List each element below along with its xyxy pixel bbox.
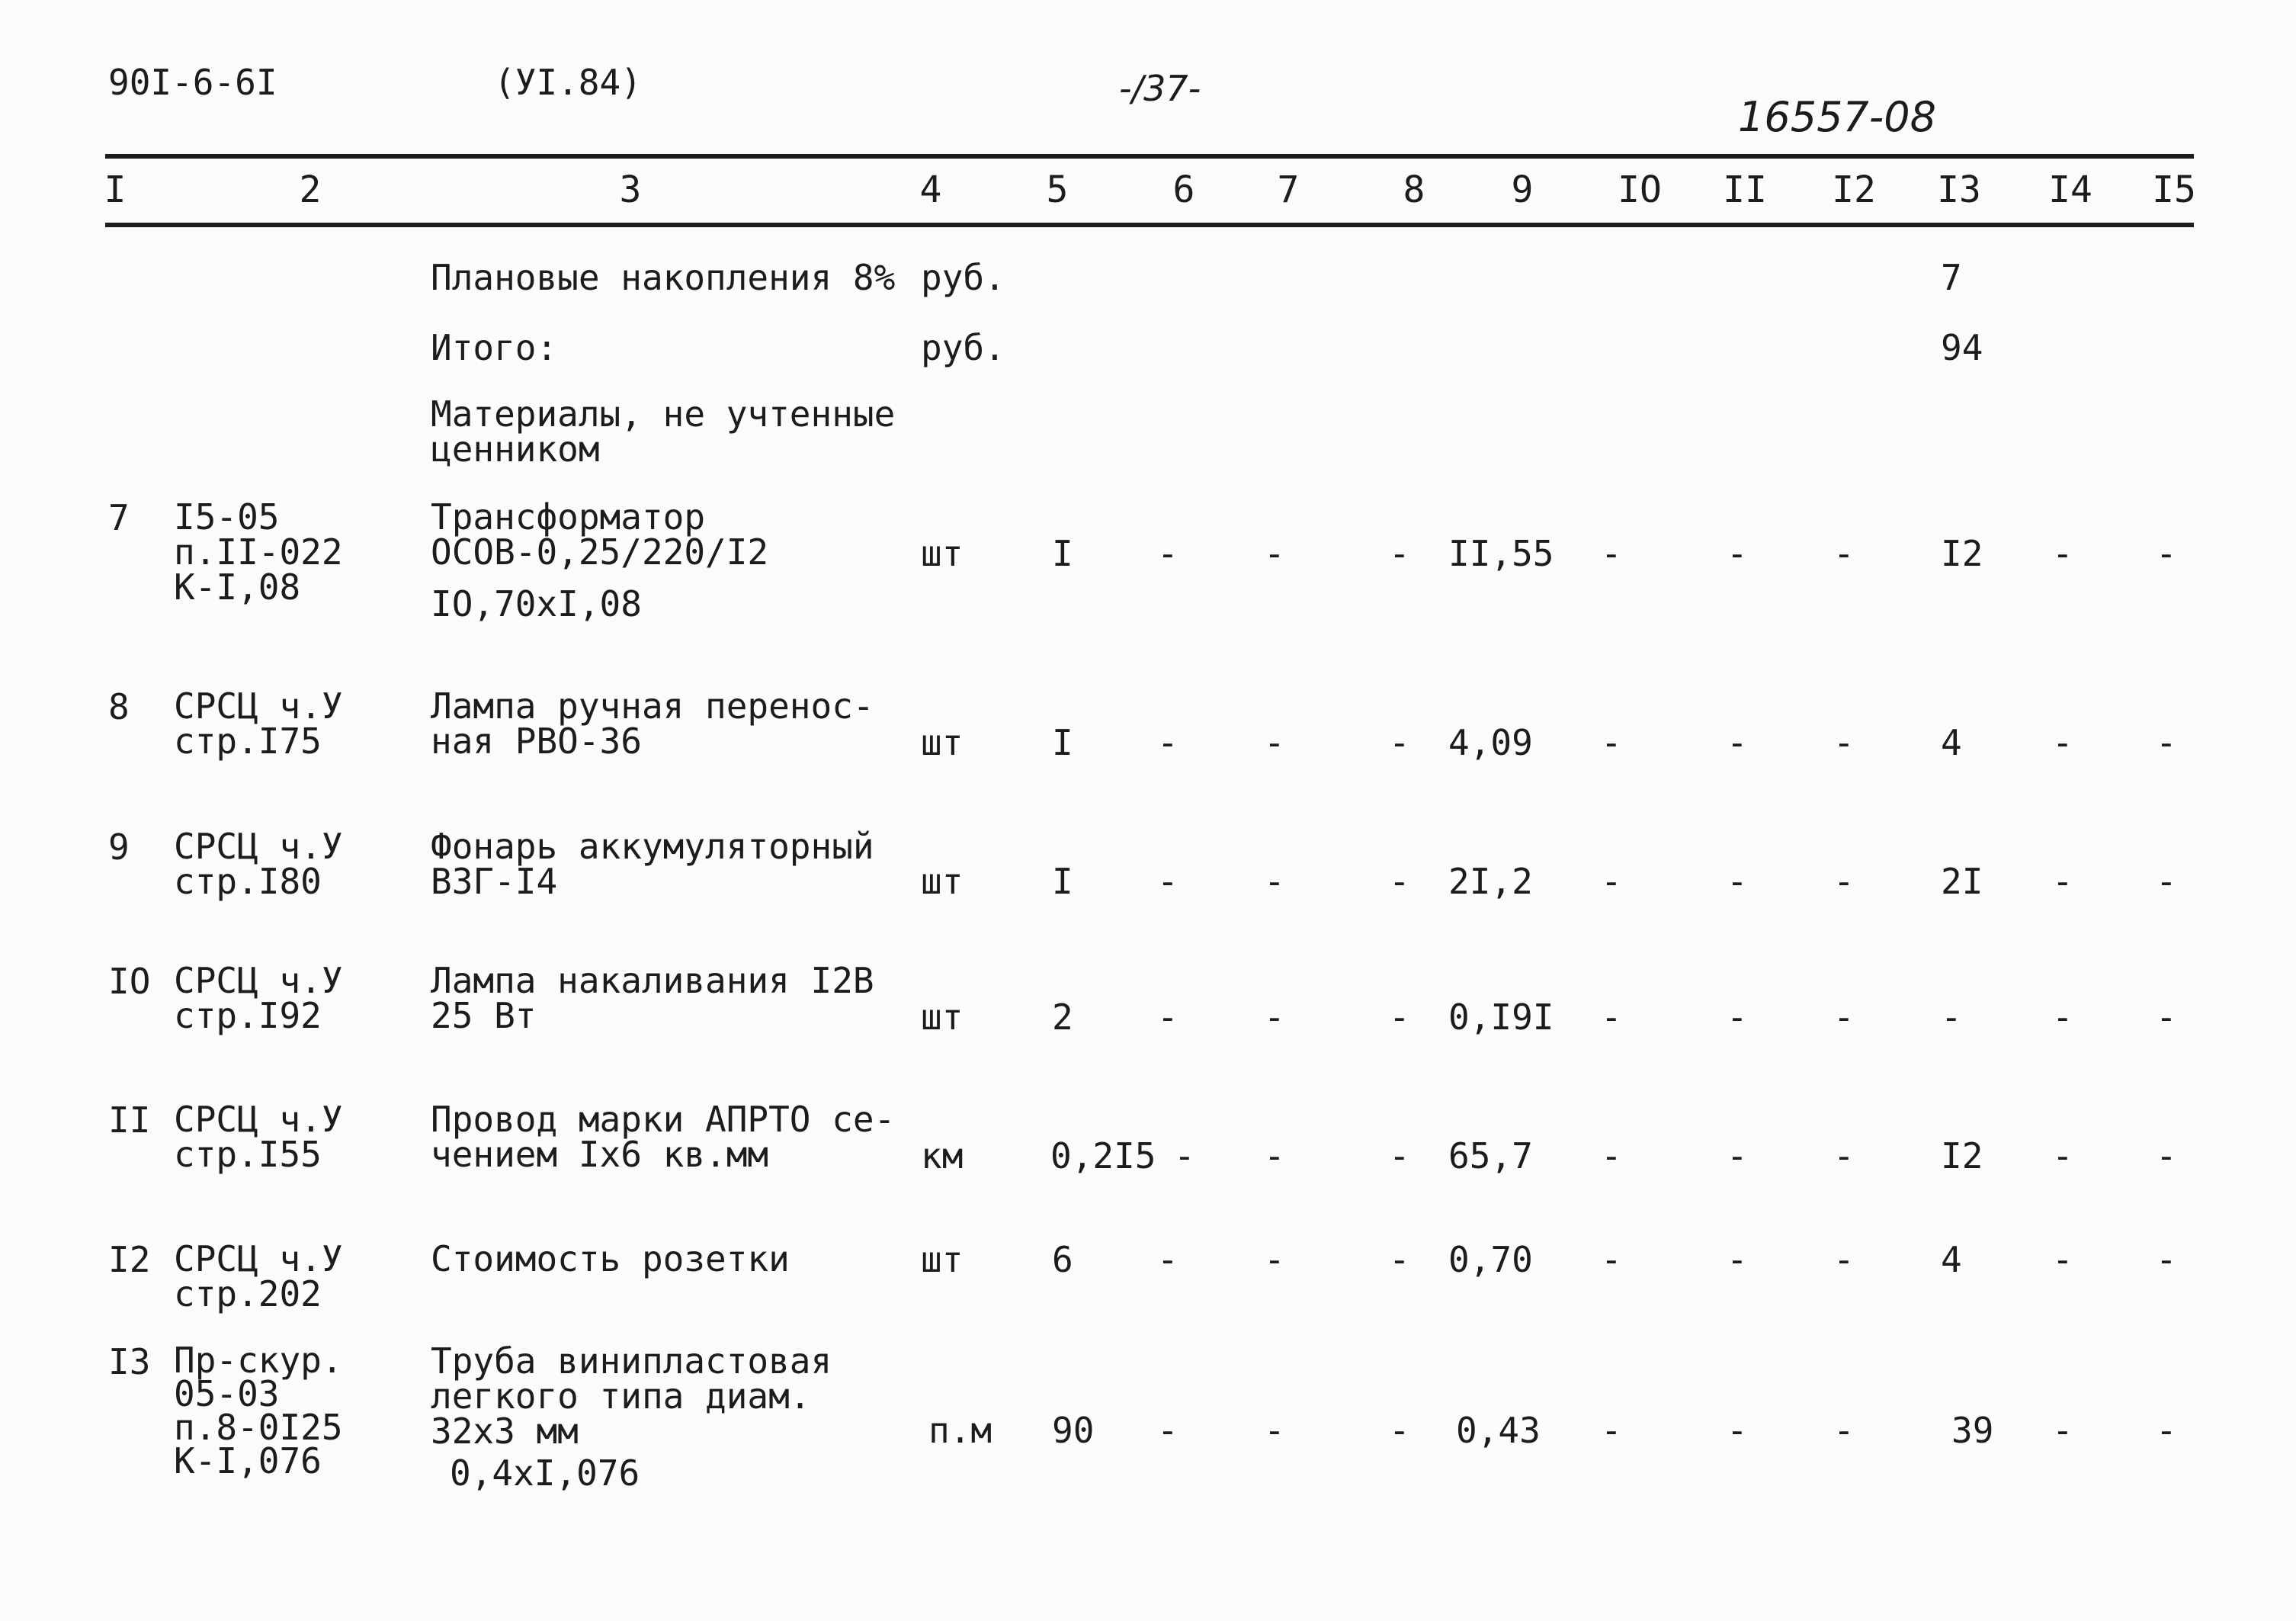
row-cell: - <box>2052 861 2073 902</box>
row-unit-price: 2I,2 <box>1448 861 1533 902</box>
column-number: II <box>1723 169 1767 211</box>
row-number: 9 <box>108 827 130 868</box>
row-cell: - <box>1727 1135 1748 1176</box>
column-number: I2 <box>1832 169 1876 211</box>
row-code: СРСЦ ч.У стр.I75 <box>174 685 343 762</box>
row-cell: - <box>2156 1135 2177 1176</box>
row-unit-price: II,55 <box>1448 533 1554 574</box>
row-code: СРСЦ ч.У стр.202 <box>174 1238 343 1314</box>
row-cell: - <box>1601 1135 1622 1176</box>
row-code: Пр-скур. 05-03 п.8-0I25 К-I,076 <box>174 1340 343 1481</box>
row-cell: - <box>1389 533 1410 574</box>
row-cell: - <box>2156 533 2177 574</box>
row-cell: - <box>1601 533 1622 574</box>
row-number: 7 <box>108 497 130 538</box>
row-code: СРСЦ ч.У стр.I92 <box>174 960 343 1036</box>
row-cell: - <box>1157 997 1178 1038</box>
row-total: 94 <box>1941 327 1983 368</box>
row-cell: - <box>1833 861 1855 902</box>
column-number: 8 <box>1403 169 1425 211</box>
column-number: I3 <box>1937 169 1981 211</box>
row-number: I2 <box>108 1239 151 1280</box>
row-unit: шт <box>921 533 964 574</box>
column-number: 3 <box>619 169 642 211</box>
row-cell: - <box>1264 1410 1285 1451</box>
row-cell: - <box>2156 1239 2177 1280</box>
row-quantity: 6 <box>1052 1239 1073 1280</box>
row-unit: руб. <box>921 257 1005 298</box>
row-cell: - <box>1389 1239 1410 1280</box>
row-cell: - <box>1157 1239 1178 1280</box>
row-total: 4 <box>1941 1239 1962 1280</box>
row-cell: - <box>1157 1410 1178 1451</box>
row-unit-price: 4,09 <box>1448 722 1533 763</box>
row-cell: - <box>2156 997 2177 1038</box>
row-total: - <box>1941 997 1962 1038</box>
row-cell: - <box>1601 1239 1622 1280</box>
row-cell: - <box>1727 997 1748 1038</box>
row-cell: - <box>1264 533 1285 574</box>
row-number: IO <box>108 961 151 1002</box>
row-cell: - <box>1833 997 1855 1038</box>
row-total: 4 <box>1941 722 1962 763</box>
row-cell: - <box>1264 861 1285 902</box>
row-cell: - <box>1727 722 1748 763</box>
row-cell: - <box>1157 722 1178 763</box>
row-name: Провод марки АПРТО се- чением Iх6 кв.мм <box>431 1099 896 1175</box>
column-number: 2 <box>299 169 322 211</box>
row-total: I2 <box>1941 1135 1983 1176</box>
row-cell: - <box>1389 997 1410 1038</box>
row-cell: - <box>2052 1135 2073 1176</box>
row-unit: км <box>921 1135 964 1176</box>
row-name: Трансформатор ОСОВ-0,25/220/I2 <box>431 496 769 573</box>
row-number: II <box>108 1099 151 1141</box>
row-name: Итого: <box>431 327 558 368</box>
row-quantity: 90 <box>1052 1410 1095 1451</box>
row-cell: - <box>2052 533 2073 574</box>
row-number: I3 <box>108 1341 151 1382</box>
header-bottom-rule <box>105 223 2194 227</box>
row-unit: руб. <box>921 327 1005 368</box>
row-unit: п.м <box>928 1410 992 1451</box>
row-name: Лампа накаливания I2В 25 Вт <box>431 960 874 1036</box>
row-quantity: I <box>1052 861 1073 902</box>
row-cell: - <box>1157 861 1178 902</box>
row-cell: - <box>1833 1410 1855 1451</box>
row-cell: - <box>2052 1239 2073 1280</box>
column-number: 4 <box>919 169 942 211</box>
row-name: Фонарь аккумуляторный ВЗГ-I4 <box>431 826 874 902</box>
document-code: 90I-6-6I <box>108 62 277 103</box>
row-unit-price: 65,7 <box>1448 1135 1533 1176</box>
row-quantity: 2 <box>1052 997 1073 1038</box>
row-cell: - <box>1264 997 1285 1038</box>
column-number: IO <box>1618 169 1662 211</box>
row-cell: - <box>1601 861 1622 902</box>
column-number: 9 <box>1511 169 1534 211</box>
row-code: СРСЦ ч.У стр.I55 <box>174 1099 343 1175</box>
row-cell: - <box>2156 722 2177 763</box>
row-total: 2I <box>1941 861 1983 902</box>
row-cell: - <box>2052 1410 2073 1451</box>
row-unit: шт <box>921 722 964 763</box>
row-cell: - <box>1727 1410 1748 1451</box>
page-number: -/37- <box>1119 68 1201 109</box>
row-cell: - <box>1389 1410 1410 1451</box>
row-cell: - <box>1601 722 1622 763</box>
column-number: I <box>104 169 127 211</box>
row-cell: - <box>1264 1239 1285 1280</box>
row-quantity: I <box>1052 722 1073 763</box>
row-code: I5-05 п.II-022 К-I,08 <box>174 496 343 608</box>
row-cell: - <box>1601 997 1622 1038</box>
row-cell: - <box>1264 722 1285 763</box>
row-cell: - <box>1389 861 1410 902</box>
document-number: 16557-08 <box>1738 93 1936 141</box>
row-cell: - <box>1727 861 1748 902</box>
row-note: IO,70xI,08 <box>431 583 642 624</box>
row-cell: - <box>1389 1135 1410 1176</box>
row-unit: шт <box>921 997 964 1038</box>
row-total: 39 <box>1951 1410 1994 1451</box>
row-cell: - <box>1833 1135 1855 1176</box>
row-cell: - <box>1174 1135 1195 1176</box>
row-cell: - <box>1727 533 1748 574</box>
row-cell: - <box>1727 1239 1748 1280</box>
row-cell: - <box>1833 533 1855 574</box>
row-total: I2 <box>1941 533 1983 574</box>
row-cell: - <box>1833 1239 1855 1280</box>
section-heading: Материалы, не учтенные ценником <box>431 393 896 470</box>
column-number: 6 <box>1172 169 1195 211</box>
column-number: 5 <box>1046 169 1069 211</box>
row-cell: - <box>2052 722 2073 763</box>
row-unit-price: 0,70 <box>1448 1239 1533 1280</box>
column-number: 7 <box>1277 169 1300 211</box>
row-unit: шт <box>921 1239 964 1280</box>
row-cell: - <box>2156 1410 2177 1451</box>
row-total: 7 <box>1941 257 1962 298</box>
row-name: Стоимость розетки <box>431 1238 790 1279</box>
row-cell: - <box>1264 1135 1285 1176</box>
row-unit-price: 0,43 <box>1456 1410 1541 1451</box>
column-number: I5 <box>2152 169 2196 211</box>
row-quantity: I <box>1052 533 1073 574</box>
header-top-rule <box>105 154 2194 159</box>
row-cell: - <box>1833 722 1855 763</box>
row-code: СРСЦ ч.У стр.I80 <box>174 826 343 902</box>
row-name: Плановые накопления 8% <box>431 257 896 298</box>
row-name: Лампа ручная перенос- ная РВО-36 <box>431 685 874 762</box>
row-cell: - <box>1157 533 1178 574</box>
column-number: I4 <box>2048 169 2092 211</box>
issue-date: (УI.84) <box>494 62 642 103</box>
row-cell: - <box>2156 861 2177 902</box>
row-cell: - <box>2052 997 2073 1038</box>
row-name: Труба винипластовая легкого типа диам. 32х3 мм <box>431 1340 832 1452</box>
row-cell: - <box>1601 1410 1622 1451</box>
row-unit: шт <box>921 861 964 902</box>
row-cell: - <box>1389 722 1410 763</box>
row-quantity: 0,2I5 <box>1050 1135 1156 1176</box>
row-note: 0,4xI,076 <box>450 1452 640 1494</box>
row-number: 8 <box>108 686 130 727</box>
row-unit-price: 0,I9I <box>1448 997 1554 1038</box>
